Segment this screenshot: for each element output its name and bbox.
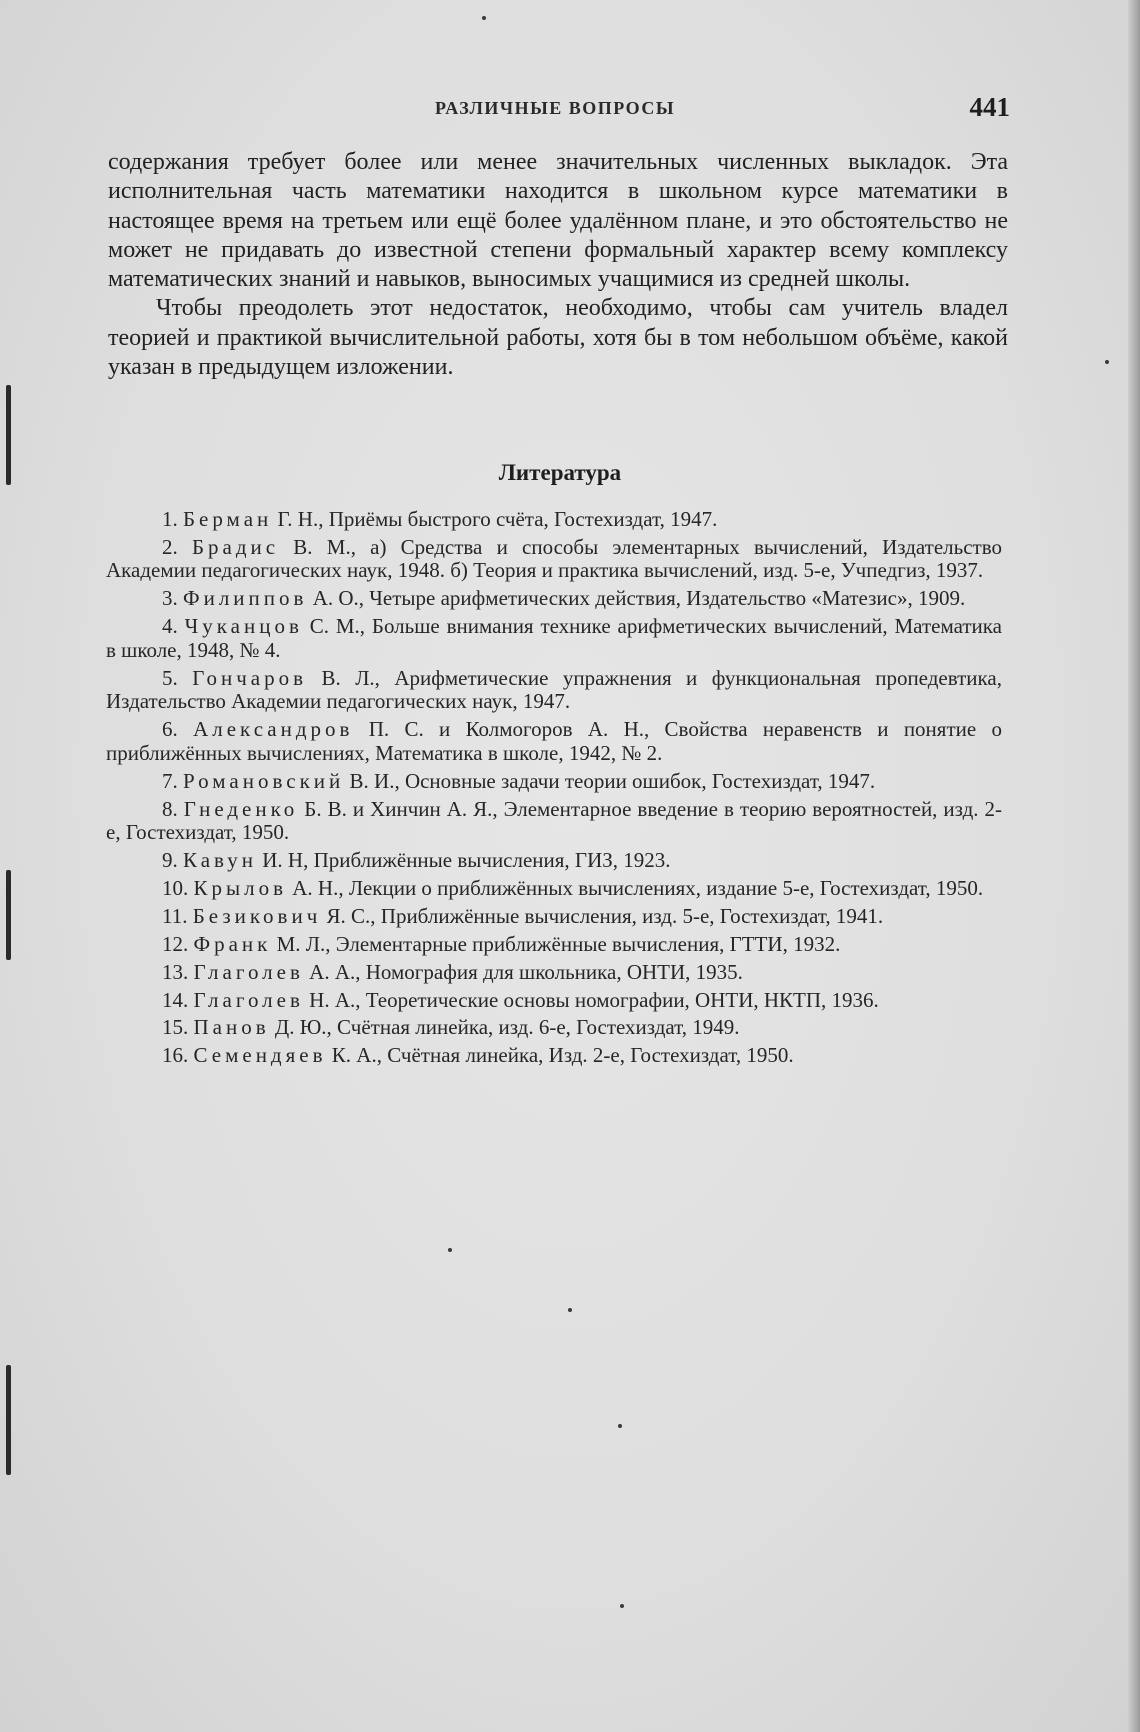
- reference-details: М. Л., Элементарные приближённые вычисления, ГТТИ, 1932.: [271, 931, 841, 956]
- reference-number: 2.: [162, 534, 178, 559]
- reference-item: [106, 933, 1002, 957]
- reference-author: Филиппов: [183, 586, 308, 611]
- reference-details: И. Н, Приближённые вычисления, ГИЗ, 1923.: [257, 848, 671, 873]
- reference-details: П. С. и Колмогоров А. Н., Свойства неравенств и понятие о приближённых вычислениях, Математика в школе, 1942, № 2.: [106, 717, 1002, 765]
- reference-number: 3.: [162, 586, 178, 611]
- reference-number: 11.: [162, 903, 188, 928]
- reference-number: 4.: [162, 614, 178, 639]
- reference-details: А. Н., Лекции о приближённых вычислениях, издание 5-е, Гостехиздат, 1950.: [287, 875, 984, 900]
- reference-author: Глаголев: [193, 987, 304, 1012]
- page-edge-shadow: [1128, 0, 1140, 1732]
- reference-author: Гнеденко: [183, 796, 299, 821]
- reference-item: [106, 905, 1002, 929]
- scan-speck: [620, 1604, 624, 1608]
- binding-mark: [6, 870, 11, 960]
- scan-speck: [448, 1248, 452, 1252]
- reference-author: Романовский: [183, 768, 345, 793]
- page-header: [110, 92, 1010, 132]
- reference-author: Гончаров: [192, 665, 308, 690]
- reference-item: [106, 961, 1002, 985]
- reference-author: Франк: [193, 931, 272, 956]
- reference-item: [106, 989, 1002, 1013]
- reference-details: Б. В. и Хинчин А. Я., Элементарное введение в теорию вероятностей, изд. 2-е, Гостехиздат, 1950.: [106, 796, 1002, 845]
- reference-details: Г. Н., Приёмы быстрого счёта, Гостехиздат, 1947.: [272, 507, 718, 531]
- reference-number: 13.: [162, 959, 189, 984]
- reference-details: В. Л., Арифметические упражнения и функциональная пропедевтика, Издательство Академии педагогических наук, 1947.: [106, 665, 1002, 714]
- reference-author: Брадис: [191, 534, 280, 559]
- scan-speck: [482, 16, 486, 20]
- reference-number: 7.: [162, 768, 178, 793]
- reference-details: С. М., Больше внимания технике арифметических вычислений, Математика в школе, 1948, № 4.: [106, 614, 1003, 662]
- reference-author: Александров: [193, 717, 354, 742]
- reference-item: [106, 508, 1002, 532]
- reference-number: 1.: [162, 507, 178, 531]
- reference-details: К. А., Счётная линейка, Изд. 2-е, Гостехиздат, 1950.: [326, 1043, 794, 1068]
- reference-author: Семендяев: [193, 1043, 327, 1068]
- reference-details: Д. Ю., Счётная линейка, изд. 6-е, Гостехиздат, 1949.: [269, 1015, 740, 1040]
- page-number: 441: [969, 92, 1010, 122]
- reference-item: [106, 667, 1002, 714]
- reference-details: А. А., Номография для школьника, ОНТИ, 1935.: [303, 959, 743, 984]
- reference-item: [106, 849, 1002, 873]
- reference-number: 6.: [162, 717, 178, 742]
- reference-number: 16.: [162, 1043, 189, 1068]
- reference-item: [106, 615, 1002, 662]
- reference-author: Чуканцов: [184, 614, 303, 639]
- reference-number: 9.: [162, 848, 178, 873]
- scan-speck: [568, 1308, 572, 1312]
- reference-list: [106, 508, 1002, 1072]
- reference-author: Крылов: [193, 875, 288, 900]
- reference-item: [106, 877, 1002, 901]
- paragraph: содержания требует более или менее значительных численных выкладок. Эта исполнительная часть математики находится в школьном курсе математики в настоящее время на третьем или ещё более удалённом плане, и это обстоятельство не может не придавать до известной степени формальный характер всему комплексу математических знаний и навыков, выносимых учащимися из средней школы.: [108, 149, 1008, 293]
- reference-number: 14.: [162, 987, 189, 1012]
- reference-details: В. М., а) Средства и способы элементарных вычислений, Издательство Академии педагогических наук, 1948. б) Теория и практика вычислений, изд. 5-е, Учпедгиз, 1937.: [106, 534, 1002, 583]
- reference-item: [106, 587, 1002, 611]
- scan-speck: [618, 1424, 622, 1428]
- reference-number: 10.: [162, 875, 189, 900]
- reference-details: Я. С., Приближённые вычисления, изд. 5-е, Гостехиздат, 1941.: [321, 903, 884, 928]
- reference-author: Берман: [183, 507, 273, 531]
- body-text: [108, 148, 1008, 382]
- reference-author: Панов: [193, 1015, 270, 1040]
- reference-details: А. О., Четыре арифметических действия, Издательство «Матезис», 1909.: [307, 586, 966, 611]
- reference-author: Кавун: [183, 848, 257, 873]
- reference-item: [106, 770, 1002, 794]
- reference-item: [106, 536, 1002, 583]
- paragraph: Чтобы преодолеть этот недостаток, необходимо, чтобы сам учитель владел теорией и практикой вычислительной работы, хотя бы в том небольшом объёме, какой указан в предыдущем изложении.: [108, 295, 1008, 381]
- reference-item: [106, 798, 1002, 845]
- reference-number: 5.: [162, 665, 178, 690]
- literature-heading: Литература: [498, 460, 622, 485]
- reference-item: [106, 718, 1002, 765]
- scan-speck: [1105, 360, 1109, 364]
- reference-number: 8.: [162, 796, 178, 821]
- reference-number: 15.: [162, 1015, 189, 1040]
- reference-number: 12.: [162, 931, 189, 956]
- reference-details: Н. А., Теоретические основы номографии, ОНТИ, НКТП, 1936.: [303, 987, 879, 1012]
- reference-author: Глаголев: [193, 959, 304, 984]
- reference-details: В. И., Основные задачи теории ошибок, Гостехиздат, 1947.: [344, 768, 876, 793]
- reference-author: Безикович: [192, 903, 322, 928]
- binding-mark: [6, 1365, 11, 1475]
- running-head: РАЗЛИЧНЫЕ ВОПРОСЫ: [435, 98, 676, 118]
- reference-item: [106, 1044, 1002, 1068]
- reference-item: [106, 1016, 1002, 1040]
